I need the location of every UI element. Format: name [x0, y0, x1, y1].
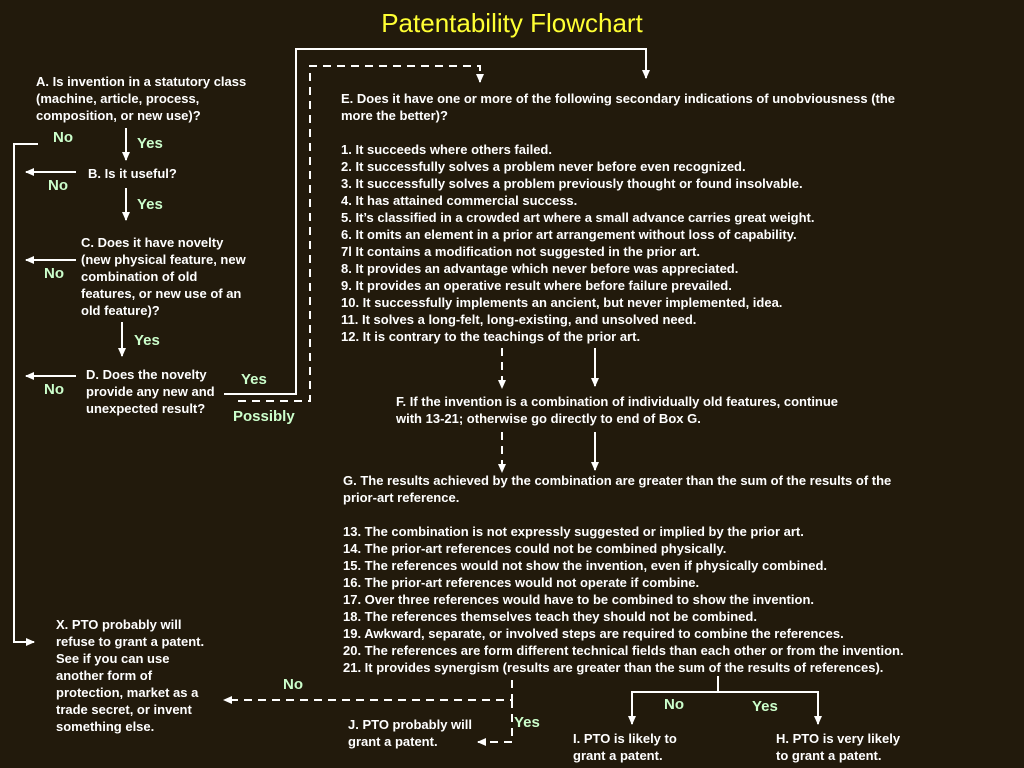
box-h-very-likely-grant: H. PTO is very likely to grant a patent.	[776, 731, 901, 763]
label-i-no: No	[664, 696, 684, 713]
arrow-g-no-to-x	[224, 680, 512, 700]
label-b-no: No	[48, 177, 68, 194]
box-e-secondary-indications: E. Does it have one or more of the following secondary indications of unobviousness (the more the better)? 1. It succeeds where others failed. 2. It successfully solves a problem never before even recognized. 3. It successfully solves a problem previously thought or found insolvable. 4. It has attained commercial success. 5. It’s classified in a crowded art where a small advance carries great weight. 6. It omits an element in a prior art arrangement without loss of capability. 7l It contains a modification not suggested in the prior art. 8. It provides an advantage which never before was appreciated. 9. It provides an operative result where before failure prevailed. 10. It successfully implements an ancient, but never implemented, idea. 11. It solves a long-felt, long-existing, and unsolved need. 12. It is contrary to the teachings of the prior art.	[341, 91, 896, 344]
label-a-yes: Yes	[137, 135, 163, 152]
label-h-yes: Yes	[752, 698, 778, 715]
box-b-useful: B. Is it useful?	[88, 166, 177, 181]
label-a-no: No	[53, 129, 73, 146]
label-d-possibly: Possibly	[233, 408, 295, 425]
box-d-unexpected-result: D. Does the novelty provide any new and unexpected result?	[86, 367, 215, 416]
box-j-probably-grant: J. PTO probably will grant a patent.	[348, 717, 473, 749]
box-c-novelty: C. Does it have novelty (new physical feature, new combination of old features, or new use of an old feature)?	[81, 235, 246, 318]
label-d-no: No	[44, 381, 64, 398]
arrow-g-yes-to-j	[478, 700, 512, 742]
box-f-combination: F. If the invention is a combination of individually old features, continue with 13-21; otherwise go directly to end of Box G.	[396, 394, 839, 426]
label-g-no: No	[283, 676, 303, 693]
box-a-statutory-class: A. Is invention in a statutory class (machine, article, process, composition, or new use)?	[36, 74, 247, 123]
label-b-yes: Yes	[137, 196, 163, 213]
label-c-no: No	[44, 265, 64, 282]
box-x-refuse-patent: X. PTO probably will refuse to grant a patent. See if you can use another form of protection, market as a trade secret, or invent something else.	[56, 617, 205, 734]
box-i-likely-grant: I. PTO is likely to grant a patent.	[573, 731, 677, 763]
page-title: Patentability Flowchart	[381, 8, 643, 38]
box-g-combination-results: G. The results achieved by the combination are greater than the sum of the results of the prior-art reference. 13. The combination is not expressly suggested or implied by the prior art. 14. The prior-art references could not be combined physically. 15. The references would not show the invention, even if physically combined. 16. The prior-art references would not operate if combine. 17. Over three references would have to be combined to show the invention. 18. The references themselves teach they should not be combined. 19. Awkward, separate, or involved steps are required to combine the references. 20. The references are form different technical fields than each other or from the invention. 21. It provides synergism (results are greater than the sum of the results of references).	[343, 473, 904, 675]
label-d-yes: Yes	[241, 371, 267, 388]
no-trunk-line	[14, 144, 38, 642]
label-g-yes: Yes	[514, 714, 540, 731]
label-c-yes: Yes	[134, 332, 160, 349]
